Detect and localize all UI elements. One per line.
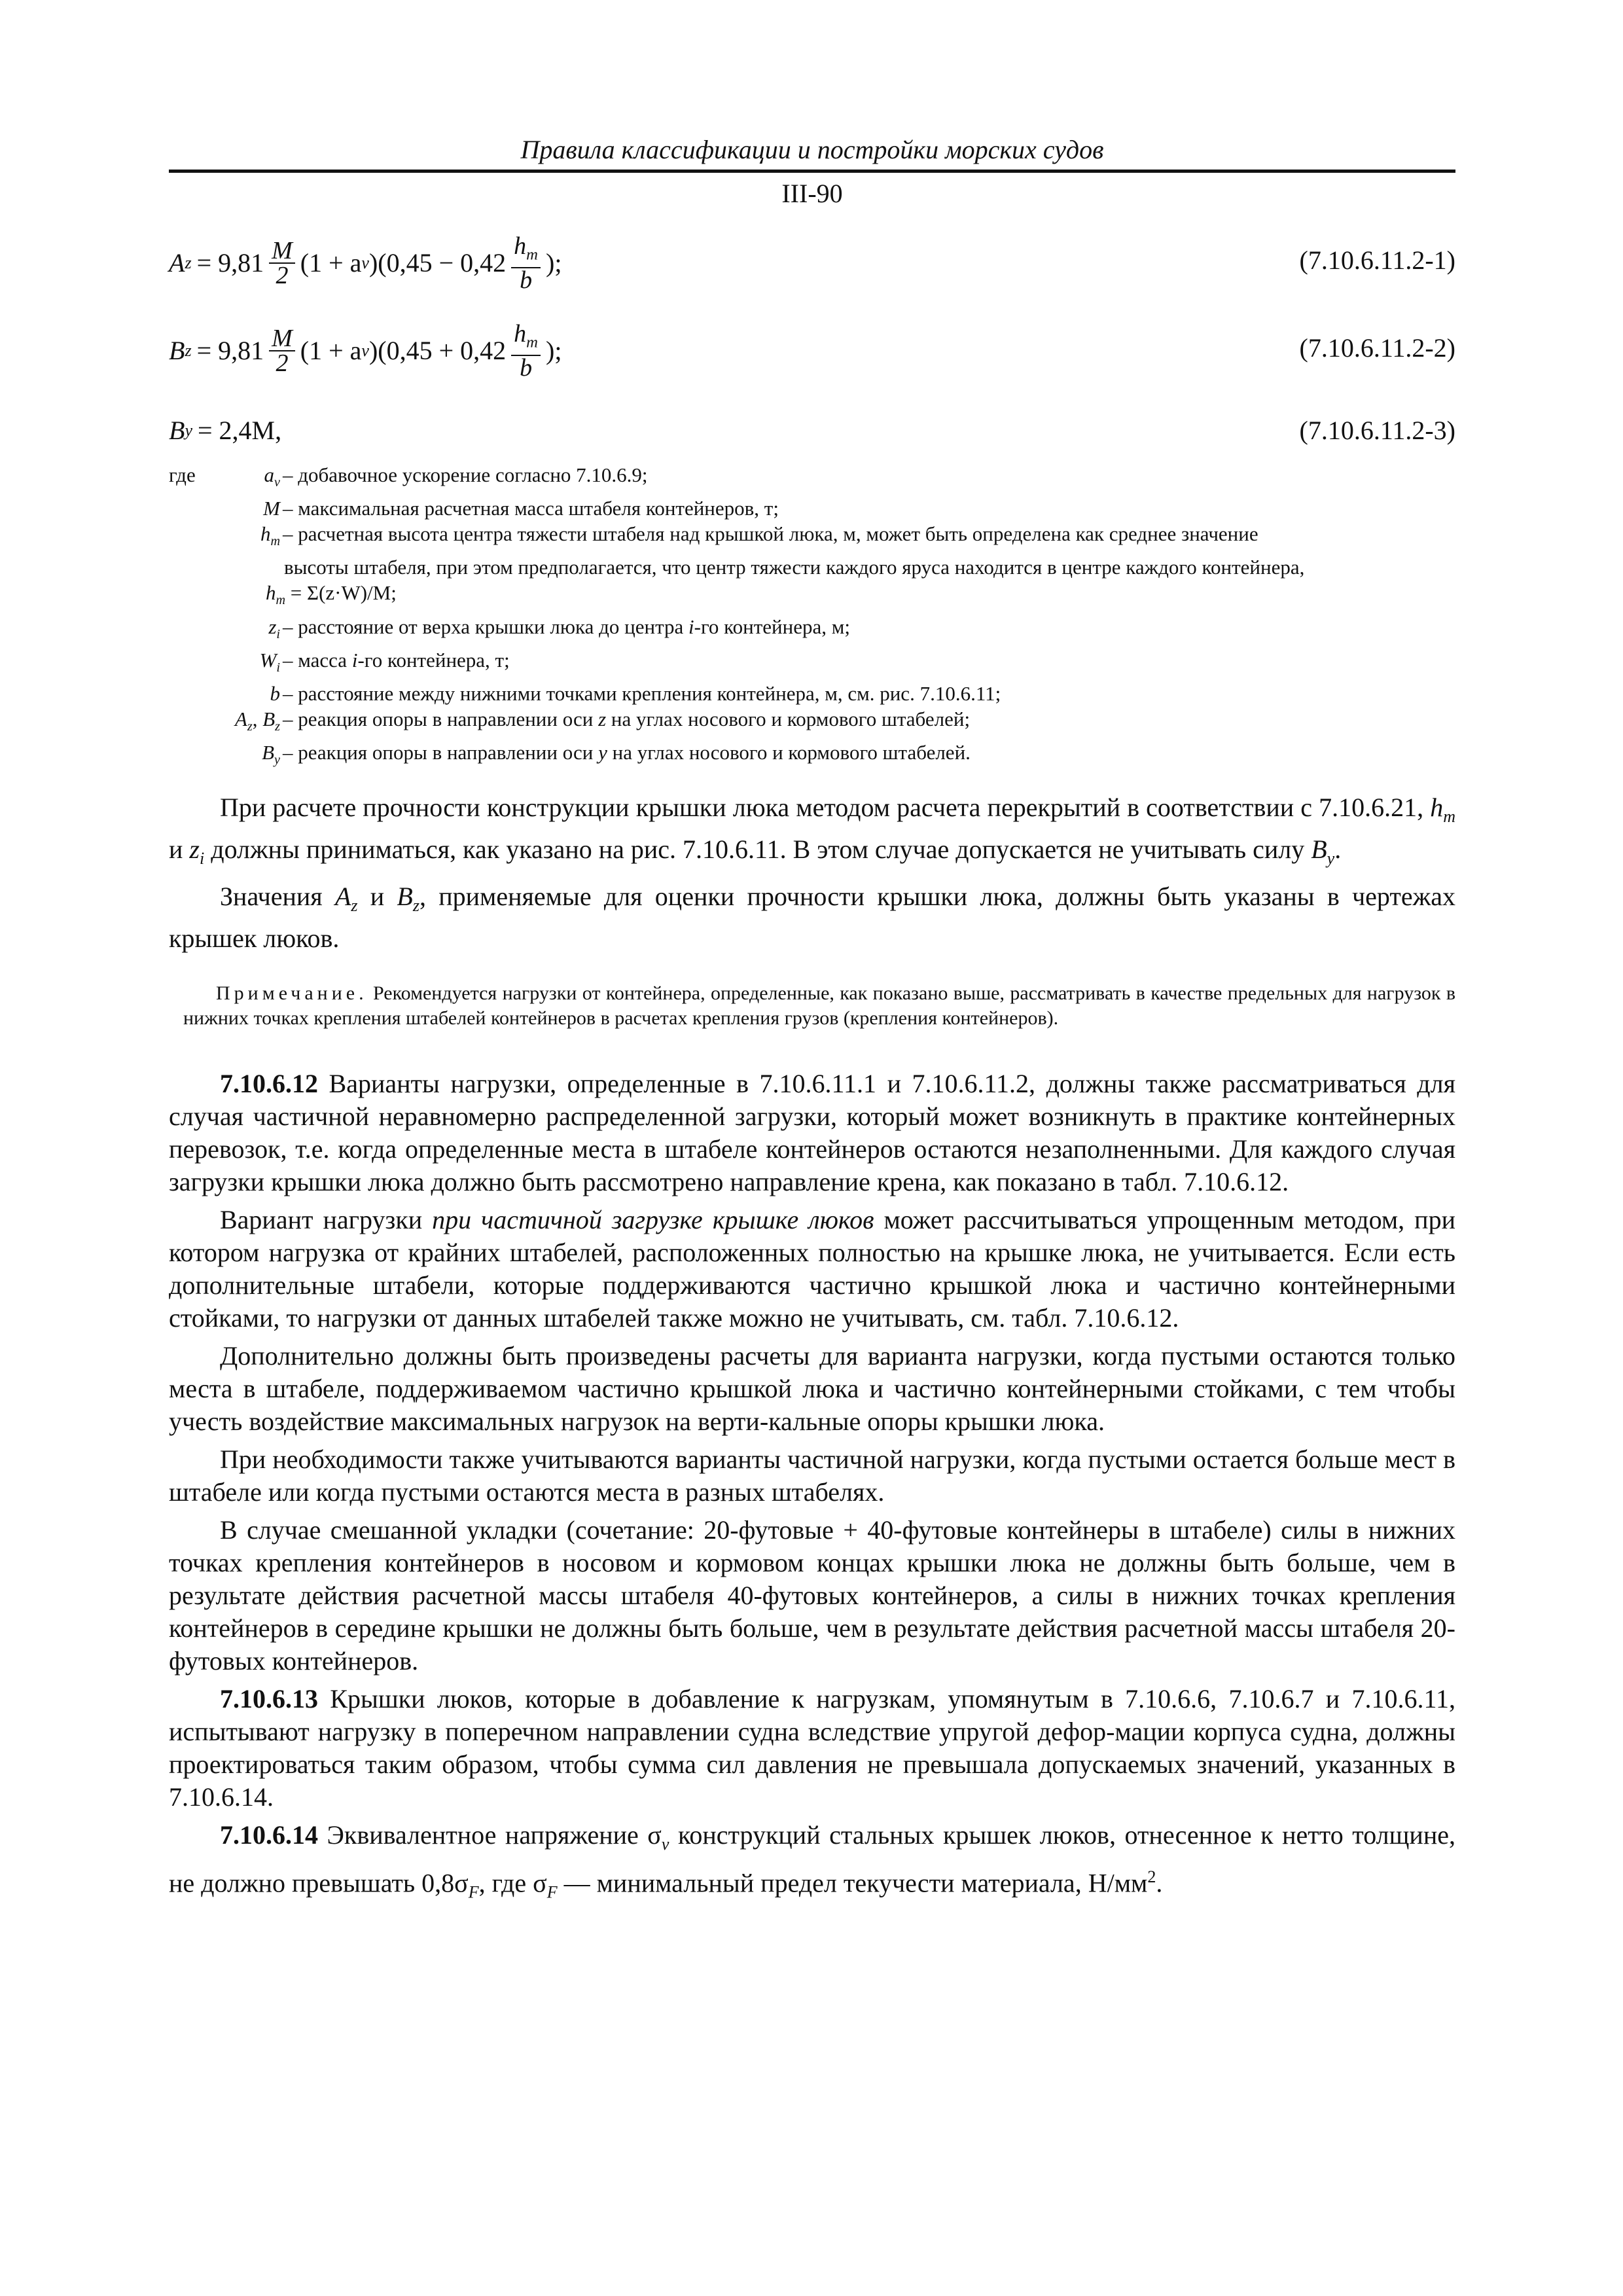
paragraph-partial: При необходимости также учитываются варианты частичной нагрузки, когда пустыми остается больше мест в штабеле или когда пустыми остаются места в разных штабелях.: [169, 1444, 1455, 1507]
variable-definitions: [169, 462, 1455, 773]
document-page: [169, 134, 1455, 1914]
paragraph-mixed: В случае смешанной укладки (сочетание: 20-футовые + 40-футовые контейнеры в штабеле) силы в нижних точках крепления контейнеров в носовом и кормовом концах крышки люка не должны быть больше, чем в результате действия расчетной массы штабеля 40-футовых контейнеров, а силы в нижних точках крепления контейнеров в середине крышки не должны быть больше, чем в результате действия расчетной массы штабеля 20-футовых контейнеров.: [169, 1515, 1455, 1676]
formula-bz: B z = 9,81 $\frac{M}{2}$ (1 + a v )(0,45 + 0,42 $\frac{h_m}{b}$ ); (7.10.6.11.2-2): [169, 320, 1455, 382]
formula-by: B y = 2,4M, (7.10.6.11.2-3): [169, 416, 1455, 445]
section-7-10-6-13: 7.10.6.13 Крышки люков, которые в добавление к нагрузкам, упомянутым в 7.10.6.6, 7.10.6.7 и 7.10.6.11, испытывают нагрузку в поперечном направлении судна вследствие упругой дефор-мации корпуса судна, должны проектироваться таким образом, чтобы сумма сил давления не превышала допускаемых значений, указанных в 7.10.6.14.: [169, 1684, 1455, 1812]
page-number: III-90: [781, 179, 843, 208]
definition-by: $B_y$ – реакция опоры в направлении оси y на углах носового и кормового штабелей.: [262, 741, 971, 768]
definition-az-bz: $A_z$, $B_z$ – реакция опоры в направлении оси z на углах носового и кормового штабелей;: [234, 707, 971, 734]
definition-wi: $W_i$ – масса i-го контейнера, т;: [259, 648, 510, 675]
running-header: Правила классификации и постройки морских судов: [169, 134, 1455, 173]
paragraph-calculation: При расчете прочности конструкции крышки люка методом расчета перекрытий в соответствии с 7.10.6.21, $h_m$ и $z_i$ должны приниматься, как указано на рис. 7.10.6.11. В этом случае допускается не учитывать силу $B_y$.: [169, 793, 1455, 869]
hm-formula: $h_m = \Sigma(z\cdot W)/M$;: [266, 581, 397, 608]
formula-az: A z = 9,81 $\frac{M}{2}$ (1 + a v )(0,45 − 0,42 $\frac{h_m}{b}$ ); (7.10.6.11.2-1): [169, 232, 1455, 294]
formula-number: (7.10.6.11.2-3): [1299, 416, 1455, 445]
note-label: Примечание.: [216, 982, 368, 1005]
formula-number: (7.10.6.11.2-2): [1299, 333, 1455, 363]
definition-b: b – расстояние между нижними точками крепления контейнера, м, см. рис. 7.10.6.11;: [270, 681, 1001, 705]
definition-av: где $a_v$ – добавочное ускорение согласно 7.10.6.9;: [169, 463, 648, 490]
fraction: $\frac{M}{2}$: [269, 239, 295, 287]
section-7-10-6-14: 7.10.6.14 Эквивалентное напряжение $\sigma_v$ конструкций стальных крышек люков, отнесенное к нетто толщине, не должно превышать $0,8\sigma_F$, где $\sigma_F$ — минимальный предел текучести материала, $Н/мм^2$.: [169, 1820, 1456, 1902]
paragraph-variant: Вариант нагрузки при частичной загрузке крышке люков может рассчитываться упрощенным методом, при котором нагрузка от крайних штабелей, расположенных полностью на крышке люка, не учитывается. Если есть дополнительные штабели, которые поддерживаются частично крышкой люка и частично контейнерными стойками, то нагрузки от данных штабелей также можно не учитывать, см. табл. 7.10.6.12.: [169, 1205, 1455, 1333]
definition-hm-continued: высоты штабеля, при этом предполагается, что центр тяжести каждого яруса находится в центре каждого контейнера,: [284, 556, 1305, 579]
definition-m: M – максимальная расчетная масса штабеля контейнеров, т;: [263, 497, 779, 520]
definition-zi: $z_i$ – расстояние от верха крышки люка до центра i-го контейнера, м;: [268, 615, 850, 641]
definition-hm: $h_m$ – расчетная высота центра тяжести штабеля над крышкой люка, м, может быть определена как среднее значение: [260, 522, 1258, 549]
section-7-10-6-12: 7.10.6.12 Варианты нагрузки, определенные в 7.10.6.11.1 и 7.10.6.11.2, должны также рассматриваться для случая частичной неравномерно распределенной загрузки, который может возникнуть в практике контейнерных перевозок, т.е. когда определенные места в штабеле контейнеров остаются незаполненными. Для каждого случая загрузки крышки люка должно быть рассмотрено направление крена, как показано в табл. 7.10.6.12.: [169, 1069, 1455, 1197]
fraction: $\frac{h_m}{b}$: [511, 322, 541, 380]
note-block: Примечание. Рекомендуется нагрузки от контейнера, определенные, как показано выше, рассматривать в качестве предельных для нагрузок в нижних точках крепления штабелей контейнеров в расчетах крепления грузов (крепления контейнеров).: [183, 982, 1455, 1030]
paragraph-values: Значения $A_z$ и $B_z$, применяемые для оценки прочности крышки люка, должны быть указаны в чертежах крышек люков.: [169, 882, 1456, 954]
paragraph-additional: Дополнительно должны быть произведены расчеты для варианта нагрузки, когда пустыми остаются только места в штабеле, поддерживаемом частично крышкой люка и частично контейнерными стойками, с тем чтобы учесть воздействие максимальных нагрузок на верти-кальные опоры крышки люка.: [169, 1341, 1455, 1437]
fraction: $\frac{M}{2}$: [269, 327, 295, 375]
fraction: $\frac{h_m}{b}$: [511, 234, 541, 292]
formula-number: (7.10.6.11.2-1): [1299, 245, 1455, 275]
